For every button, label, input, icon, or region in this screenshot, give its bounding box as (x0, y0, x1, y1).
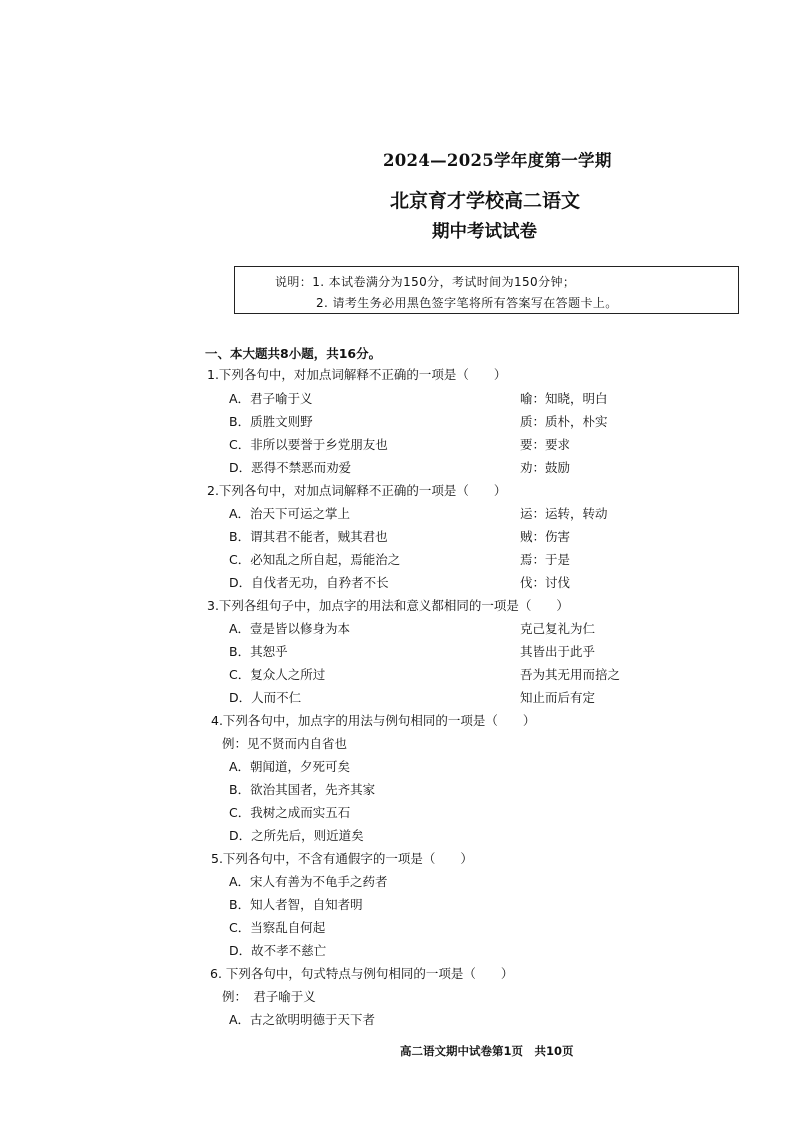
question-4-option-d: D．之所先后，则近道矣 (229, 828, 364, 843)
question-4-example: 例：见不贤而内自省也 (222, 736, 348, 751)
instruction-line-2: 2. 请考生务必用黑色签字笔将所有答案写在答题卡上。 (316, 296, 618, 310)
question-6-option-a: A．古之欲明明德于天下者 (229, 1012, 376, 1027)
question-6-stem: 6. 下列各句中，句式特点与例句相同的一项是（ ） (210, 966, 514, 981)
question-1-option-d: D．恶得不禁恶而劝爱 (229, 460, 352, 475)
question-3-option-d: D．人而不仁 (229, 690, 302, 705)
question-3-compare-a: 克己复礼为仁 (520, 621, 596, 636)
question-1-gloss-a: 喻：知晓，明白 (520, 391, 608, 406)
question-2-gloss-a: 运：运转，转动 (520, 506, 608, 521)
question-1-option-b: B．质胜文则野 (229, 414, 313, 429)
question-2-stem: 2.下列各句中，对加点词解释不正确的一项是（ ） (207, 483, 507, 498)
question-3-compare-b: 其皆出于此乎 (520, 644, 596, 659)
question-2-gloss-d: 伐：讨伐 (520, 575, 571, 590)
exam-school-title: 北京育才学校高二语文 (390, 190, 581, 212)
question-3-option-a: A．壹是皆以修身为本 (229, 621, 351, 636)
exam-year-title: 2024—2025学年度第一学期 (383, 151, 612, 170)
question-5-option-c: C．当察乱自何起 (229, 920, 326, 935)
question-3-compare-c: 吾为其无用而掊之 (520, 667, 621, 682)
question-4-option-b: B．欲治其国者，先齐其家 (229, 782, 376, 797)
question-4-option-c: C．我树之成而实五石 (229, 805, 351, 820)
question-2-option-d: D．自伐者无功，自矜者不长 (229, 575, 389, 590)
question-6-example: 例： 君子喻于义 (222, 989, 316, 1004)
question-5-option-d: D．故不孝不慈亡 (229, 943, 327, 958)
instructions-box (234, 266, 739, 314)
question-4-stem: 4.下列各句中，加点字的用法与例句相同的一项是（ ） (211, 713, 536, 728)
question-2-option-a: A．治天下可运之掌上 (229, 506, 351, 521)
question-3-compare-d: 知止而后有定 (520, 690, 596, 705)
question-2-gloss-c: 焉：于是 (520, 552, 571, 567)
question-1-gloss-d: 劝：鼓励 (520, 460, 571, 475)
question-1-gloss-c: 要：要求 (520, 437, 571, 452)
question-5-stem: 5.下列各句中，不含有通假字的一项是（ ） (211, 851, 473, 866)
question-1-gloss-b: 质：质朴，朴实 (520, 414, 608, 429)
instruction-line-1: 说明：1. 本试卷满分为150分，考试时间为150分钟； (275, 275, 576, 289)
question-3-stem: 3.下列各组句子中，加点字的用法和意义都相同的一项是（ ） (207, 598, 569, 613)
question-1-option-c: C．非所以要誉于乡党朋友也 (229, 437, 388, 452)
question-1-option-a: A．君子喻于义 (229, 391, 313, 406)
question-1-stem: 1.下列各句中，对加点词解释不正确的一项是（ ） (207, 367, 507, 382)
question-5-option-b: B．知人者智，自知者明 (229, 897, 363, 912)
question-2-gloss-b: 贼：伤害 (520, 529, 571, 544)
page-footer: 高二语文期中试卷第1页 共10页 (400, 1044, 574, 1058)
question-3-option-b: B．其恕乎 (229, 644, 288, 659)
exam-type-title: 期中考试试卷 (432, 222, 537, 242)
question-2-option-c: C．必知乱之所自起，焉能治之 (229, 552, 401, 567)
question-2-option-b: B．谓其君不能者，贼其君也 (229, 529, 388, 544)
question-4-option-a: A．朝闻道，夕死可矣 (229, 759, 351, 774)
section-heading: 一、本大题共8小题，共16分。 (205, 346, 382, 361)
question-5-option-a: A．宋人有善为不龟手之药者 (229, 874, 388, 889)
question-3-option-c: C．复众人之所过 (229, 667, 326, 682)
